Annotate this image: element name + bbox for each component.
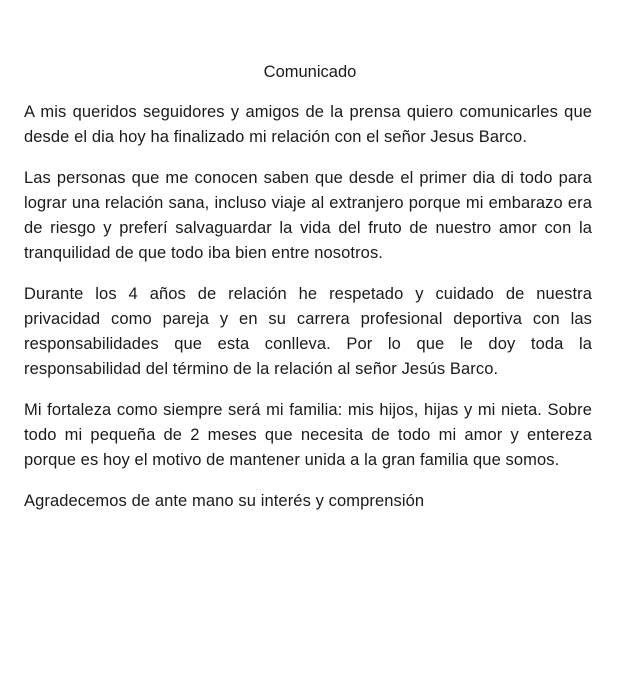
paragraph-family: Mi fortaleza como siempre será mi familia: mis hijos, hijas y mi nieta. Sobre todo mi pequeña de 2 meses que necesita de todo mi amor y entereza porque es hoy el motivo de mantener unida a la gran familia que somos. <box>24 401 592 469</box>
document-body <box>24 100 592 530</box>
document-title: Comunicado <box>263 63 357 81</box>
paragraph-announcement: A mis queridos seguidores y amigos de la prensa quiero comunicarles que desde el dia hoy ha finalizado mi relación con el señor Jesus Barco. <box>24 103 592 146</box>
paragraph-responsibility: Durante los 4 años de relación he respetado y cuidado de nuestra privacidad como pareja y en su carrera profesional deportiva con las responsabilidades que esta conlleva. Por lo que le doy toda la responsabilidad del término de la relación al señor Jesús Barco. <box>24 285 592 378</box>
paragraph-closing: Agradecemos de ante mano su interés y comprensión <box>24 492 425 510</box>
paragraph-relationship: Las personas que me conocen saben que desde el primer dia di todo para lograr una relación sana, incluso viaje al extranjero porque mi embarazo era de riesgo y preferí salvaguardar la vida del fruto de nuestro amor con la tranquilidad de que todo iba bien entre nosotros. <box>24 169 592 262</box>
